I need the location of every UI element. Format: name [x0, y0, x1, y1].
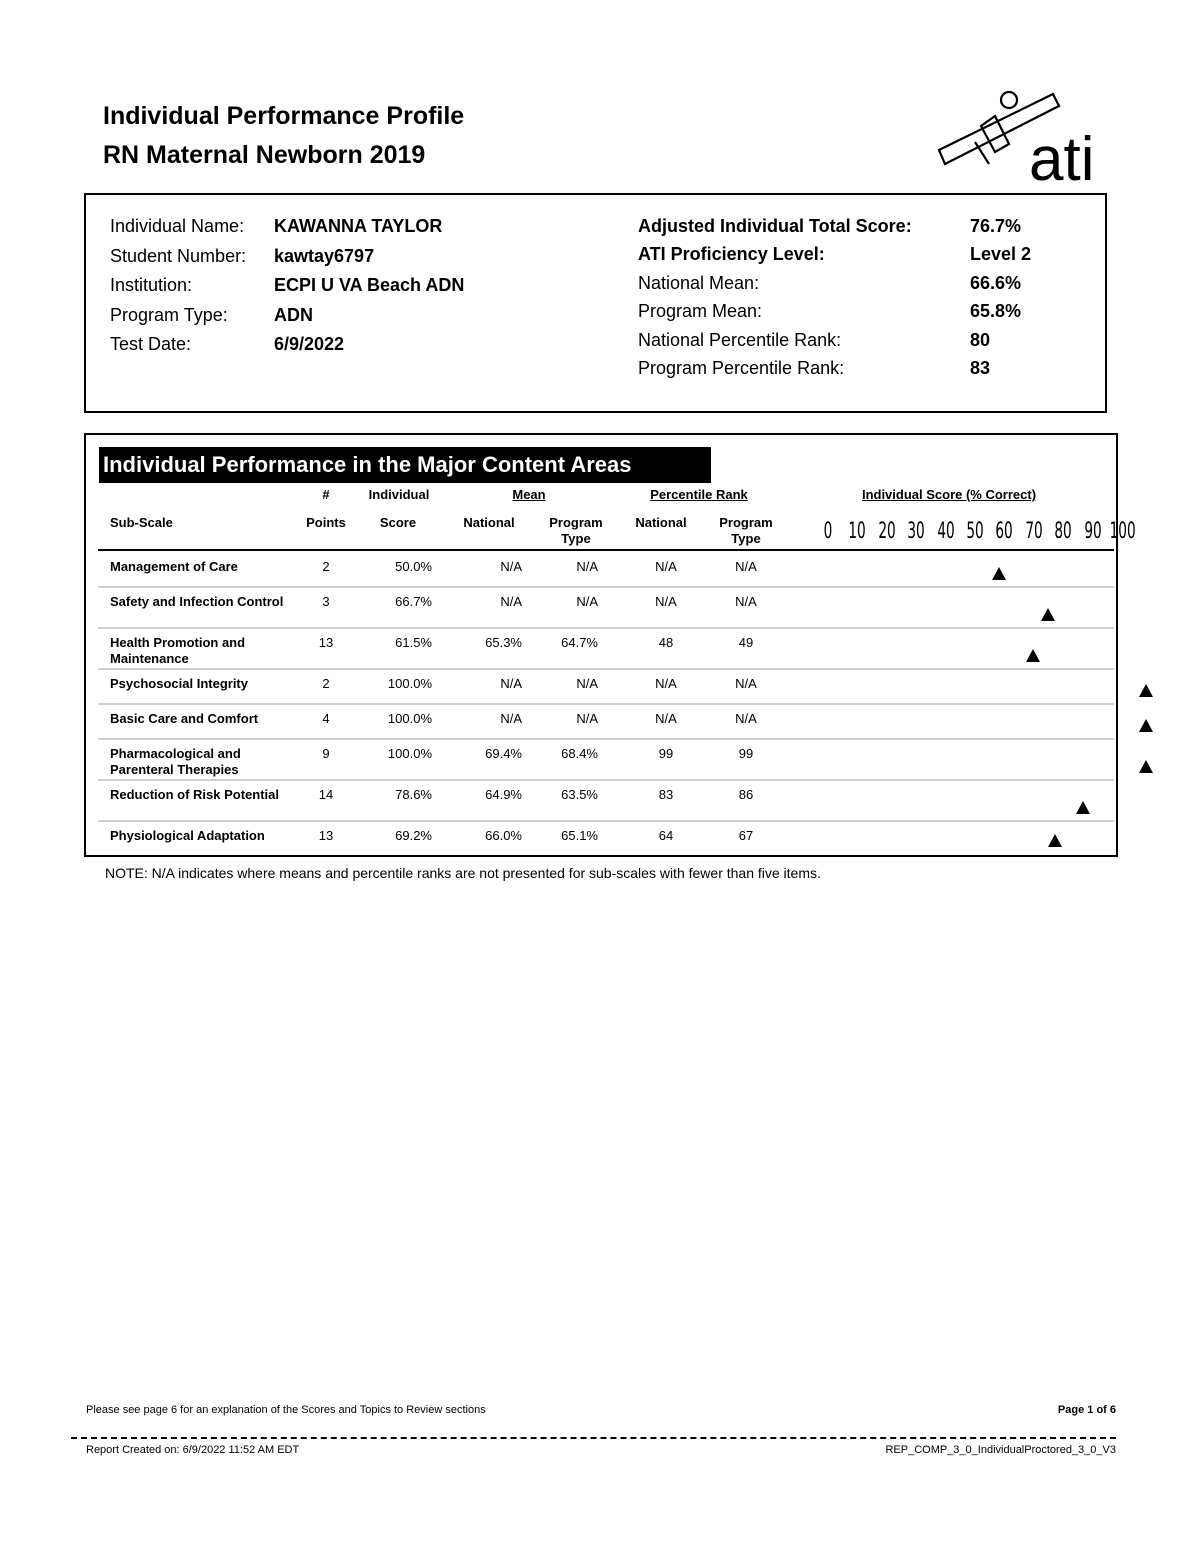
cell-pr-program: N/A — [735, 711, 757, 726]
cell-mean-national: N/A — [500, 559, 522, 574]
header-mean-program-type: Program Type — [549, 515, 603, 546]
cell-score: 100.0% — [387, 746, 432, 761]
content-areas-panel — [84, 433, 1136, 857]
cell-score: 61.5% — [395, 635, 432, 650]
score-marker — [1041, 608, 1055, 621]
cell-points: 2 — [322, 559, 330, 574]
na-note: NOTE: N/A indicates where means and percentile ranks are not presented for sub-scales with fewer than five items. — [105, 865, 821, 881]
student-info-panel — [84, 193, 1107, 413]
cell-pr-national: 64 — [658, 828, 674, 843]
cell-mean-program: N/A — [576, 676, 598, 691]
score-marker — [1139, 760, 1153, 773]
score-label: ATI Proficiency Level: — [638, 244, 825, 265]
score-label: Program Mean: — [638, 301, 763, 322]
scale-tick-label: 80 — [1054, 519, 1072, 544]
footer-divider — [71, 1437, 1116, 1439]
section-title: Individual Performance in the Major Content Areas — [99, 447, 711, 483]
subscale-name: Basic Care and Comfort — [110, 711, 259, 726]
header-pr-program-type: Program Type — [719, 515, 773, 546]
scale-tick-label: 50 — [966, 519, 984, 544]
cell-pr-program: 99 — [738, 746, 754, 761]
subscale-name: Safety and Infection Control — [110, 594, 284, 609]
score-marker — [1139, 684, 1153, 697]
header-hash: # — [322, 487, 330, 502]
report-created: Report Created on: 6/9/2022 11:52 AM EDT — [86, 1444, 300, 1456]
cell-pr-national: N/A — [655, 711, 677, 726]
cell-score: 50.0% — [395, 559, 432, 574]
header-mean-national: National — [463, 515, 515, 530]
cell-pr-national: 48 — [658, 635, 674, 650]
page-number: Page 1 of 6 — [1057, 1404, 1116, 1416]
score-marker — [992, 567, 1006, 580]
cell-mean-national: 65.3% — [485, 635, 522, 650]
cell-pr-program: 49 — [738, 635, 754, 650]
report-subtitle: RN Maternal Newborn 2019 — [103, 141, 426, 169]
cell-mean-national: 64.9% — [485, 787, 522, 802]
table-row — [86, 820, 1116, 853]
cell-points: 14 — [318, 787, 334, 802]
cell-pr-program: N/A — [735, 559, 757, 574]
info-value: kawtay6797 — [274, 245, 375, 266]
cell-score: 66.7% — [395, 594, 432, 609]
score-value: 76.7% — [970, 216, 1022, 236]
scale-tick-label: 60 — [995, 519, 1014, 544]
table-row — [86, 779, 1116, 820]
table-row — [86, 738, 1116, 779]
info-value: KAWANNA TAYLOR — [274, 216, 443, 236]
cell-mean-program: N/A — [576, 711, 598, 726]
cell-points: 2 — [322, 676, 330, 691]
header-pr-national: National — [635, 515, 687, 530]
info-label: Program Type: — [110, 304, 228, 325]
cell-points: 13 — [318, 635, 334, 650]
score-marker — [1026, 649, 1040, 662]
logo-wordmark: ati — [1029, 125, 1095, 186]
scale-tick-label: 40 — [936, 519, 955, 544]
score-label: Adjusted Individual Total Score: — [638, 216, 912, 236]
cell-pr-program: 67 — [738, 828, 754, 843]
cell-score: 78.6% — [395, 787, 432, 802]
subscale-name: Physiological Adaptation — [110, 828, 265, 843]
table-row — [86, 627, 1116, 668]
cell-mean-national: 66.0% — [485, 828, 522, 843]
cell-mean-program: N/A — [576, 559, 598, 574]
scale-tick-label: 30 — [907, 519, 925, 544]
cell-points: 13 — [318, 828, 334, 843]
ati-logo — [935, 86, 1105, 186]
cell-score: 69.2% — [395, 828, 432, 843]
cell-mean-program: 68.4% — [561, 746, 598, 761]
score-label: National Percentile Rank: — [638, 329, 842, 350]
cell-points: 4 — [322, 711, 330, 726]
scale-tick-label: 20 — [878, 519, 896, 544]
subscale-name: Reduction of Risk Potential — [110, 787, 280, 802]
scale-tick-label: 90 — [1083, 519, 1102, 544]
cell-mean-program: 65.1% — [561, 828, 598, 843]
info-value: ECPI U VA Beach ADN — [274, 275, 465, 295]
report-title: Individual Performance Profile — [103, 102, 465, 130]
cell-pr-program: N/A — [735, 594, 757, 609]
scale-tick-label: 100 — [1109, 519, 1136, 544]
table-row — [86, 703, 1116, 738]
info-label: Student Number: — [110, 245, 247, 266]
subscale-name: Management of Care — [110, 559, 238, 574]
scale-tick-label: 10 — [848, 519, 867, 544]
scale-tick-label: 70 — [1025, 519, 1043, 544]
info-label: Individual Name: — [110, 216, 245, 236]
cell-pr-national: N/A — [655, 594, 677, 609]
cell-points: 9 — [322, 746, 330, 761]
subscale-name: Psychosocial Integrity — [110, 676, 248, 691]
header-individual-score: Individual Score (% Correct) — [861, 487, 1037, 502]
cell-pr-program: 86 — [738, 787, 754, 802]
cell-pr-national: N/A — [655, 676, 677, 691]
info-value: ADN — [274, 304, 313, 325]
table-row — [86, 551, 1116, 586]
table-row — [86, 586, 1116, 627]
cell-score: 100.0% — [387, 711, 432, 726]
cell-mean-national: N/A — [500, 676, 522, 691]
header-score: Score — [379, 515, 417, 530]
score-label: National Mean: — [638, 272, 760, 293]
report-id: REP_COMP_3_0_IndividualProctored_3_0_V3 — [885, 1444, 1116, 1456]
score-value: 80 — [970, 329, 991, 350]
cell-mean-national: N/A — [500, 711, 522, 726]
score-marker — [1048, 834, 1062, 847]
header-points: Points — [306, 515, 346, 530]
footer-explanation: Please see page 6 for an explanation of the Scores and Topics to Review sections — [86, 1404, 486, 1416]
scale-tick-label: 0 — [823, 519, 833, 544]
header-mean: Mean — [512, 487, 546, 502]
cell-pr-program: N/A — [735, 676, 757, 691]
info-label: Institution: — [110, 275, 193, 295]
header-individual: Individual — [368, 487, 430, 502]
cell-points: 3 — [322, 594, 330, 609]
score-marker — [1076, 801, 1090, 814]
cell-pr-national: N/A — [655, 559, 677, 574]
header-subscale: Sub-Scale — [110, 515, 173, 530]
score-marker — [1139, 719, 1153, 732]
cell-mean-program: 64.7% — [561, 635, 598, 650]
subscale-name: Health Promotion and Maintenance — [110, 635, 246, 666]
cell-score: 100.0% — [387, 676, 432, 691]
info-label: Test Date: — [110, 334, 192, 354]
table-row — [86, 668, 1116, 703]
subscale-name: Pharmacological and Parenteral Therapies — [110, 746, 241, 777]
score-value: 83 — [970, 358, 991, 378]
score-value: Level 2 — [970, 244, 1032, 265]
cell-mean-national: N/A — [500, 594, 522, 609]
score-label: Program Percentile Rank: — [638, 358, 845, 378]
cell-mean-national: 69.4% — [485, 746, 522, 761]
header-percentile-rank: Percentile Rank — [650, 487, 748, 502]
cell-mean-program: N/A — [576, 594, 598, 609]
cell-pr-national: 83 — [658, 787, 674, 802]
score-value: 66.6% — [970, 272, 1022, 293]
cell-mean-program: 63.5% — [561, 787, 598, 802]
score-value: 65.8% — [970, 301, 1022, 322]
info-value: 6/9/2022 — [274, 334, 345, 354]
cell-pr-national: 99 — [658, 746, 674, 761]
